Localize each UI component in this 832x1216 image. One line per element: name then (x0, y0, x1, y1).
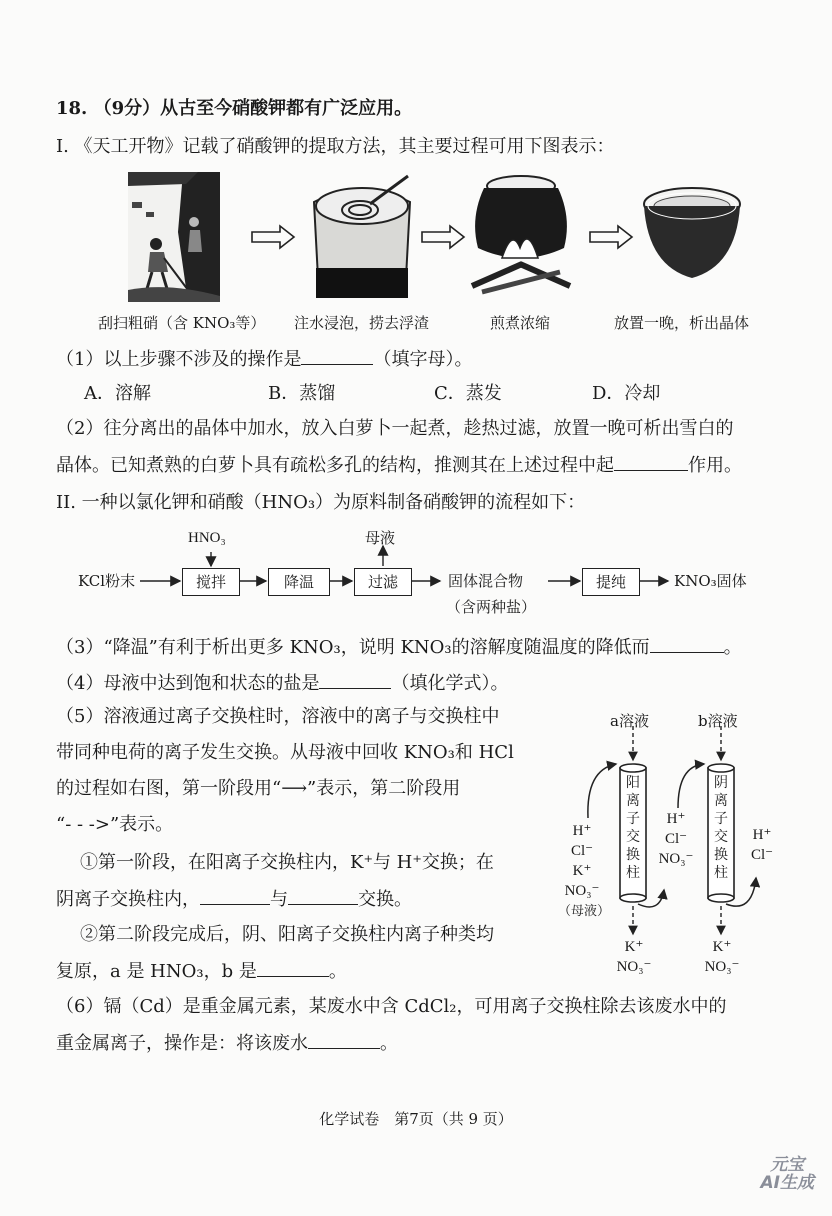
question-header: 18. （9分）从古至今硝酸钾都有广泛应用。 (56, 98, 413, 119)
cation-column-label: 阳离子交换柱 (626, 775, 640, 881)
answer-blank[interactable] (257, 958, 329, 977)
right-ion-2: Cl⁻ (750, 847, 774, 863)
option-d[interactable]: D．冷却 (592, 383, 661, 404)
question-2-line-1: （2）往分离出的晶体中加水，放入白萝卜一起煮，趁热过滤，放置一晚可析出雪白的 (56, 418, 734, 439)
step-caption-4: 放置一晚，析出晶体 (614, 314, 750, 332)
flow-box-filter: 过滤 (354, 568, 412, 596)
right-ion-1: H⁺ (752, 827, 772, 843)
answer-blank[interactable] (614, 452, 688, 471)
page-footer: 化学试卷 第7页（共 9 页） (319, 1110, 513, 1128)
a-solution-label: a溶液 (610, 712, 649, 730)
question-5-line-2: 带同种电荷的离子发生交换。从母液中回收 KNO₃和 HCl (56, 742, 514, 763)
mother-liquor-label: （母液） (557, 904, 610, 919)
arrow-icon (588, 224, 634, 250)
anion-column-label: 阴离子交换柱 (714, 775, 728, 881)
left-ion-1: H⁺ (572, 823, 592, 839)
answer-blank[interactable] (288, 886, 358, 905)
answer-blank[interactable] (200, 886, 270, 905)
question-5-sub2-line-1: ②第二阶段完成后，阴、阳离子交换柱内离子种类均 (80, 924, 494, 945)
question-2-line-2: 晶体。已知煮熟的白萝卜具有疏松多孔的结构，推测其在上述过程中起 作用。 (56, 452, 742, 479)
mid-ion-2: Cl⁻ (664, 831, 688, 847)
bottom-left-ion-2: NO₃⁻ (616, 959, 652, 975)
left-ion-4: NO₃⁻ (564, 883, 600, 899)
soaking-vat-illustration (310, 168, 414, 302)
question-4: （4）母液中达到饱和状态的盐是 （填化学式）。 (56, 670, 508, 697)
flow-box-purify: 提纯 (582, 568, 640, 596)
arrow-icon (420, 224, 466, 250)
arrow-icon (250, 224, 296, 250)
answer-blank[interactable] (301, 346, 373, 365)
boiling-pot-illustration (462, 168, 580, 298)
step-caption-3: 煎煮浓缩 (490, 314, 551, 332)
bottom-left-ion-1: K⁺ (624, 939, 644, 955)
bottom-right-ion-2: NO₃⁻ (704, 959, 740, 975)
mid-ion-3: NO₃⁻ (658, 851, 694, 867)
flow-mixture: 固体混合物 (448, 572, 524, 590)
question-3: （3）“降温”有利于析出更多 KNO₃，说明 KNO₃的溶解度随温度的降低而 。 (56, 634, 742, 661)
option-c[interactable]: C．蒸发 (434, 383, 502, 404)
b-solution-label: b溶液 (698, 712, 738, 730)
flow-end: KNO₃固体 (674, 572, 747, 590)
question-6-line-2: 重金属离子，操作是：将该废水 。 (56, 1030, 398, 1057)
question-5-line-1: （5）溶液通过离子交换柱时，溶液中的离子与交换柱中 (56, 706, 500, 727)
step-caption-1: 刮扫粗硝（含 KNO₃等） (98, 314, 266, 332)
crystal-bowl-illustration (640, 182, 744, 292)
answer-blank[interactable] (650, 634, 724, 653)
step-caption-2: 注水浸泡，捞去浮渣 (294, 314, 430, 332)
part2-intro: II. 一种以氯化钾和硝酸（HNO₃）为原料制备硝酸钾的流程如下： (56, 492, 586, 513)
question-6-line-1: （6）镉（Cd）是重金属元素，某废水中含 CdCl₂，可用离子交换柱除去该废水中的 (56, 996, 727, 1017)
flow-box-cool: 降温 (268, 568, 330, 596)
question-5-line-3: 的过程如右图，第一阶段用“⟶”表示，第二阶段用 (56, 778, 461, 799)
question-5-sub1-line-2: 阴离子交换柱内， 与 交换。 (56, 886, 412, 913)
flow-start: KCl粉末 (78, 572, 136, 590)
watermark-logo: 元宝 AI生成 (760, 1155, 814, 1193)
flow-box-stir: 搅拌 (182, 568, 240, 596)
option-b[interactable]: B．蒸馏 (268, 383, 336, 404)
question-5-line-4: “- - ->”表示。 (56, 814, 174, 835)
scraping-illustration (128, 172, 220, 302)
left-ion-3: K⁺ (572, 863, 592, 879)
mid-ion-1: H⁺ (666, 811, 686, 827)
question-5-sub1-line-1: ①第一阶段，在阳离子交换柱内，K⁺与 H⁺交换；在 (80, 852, 494, 873)
option-a[interactable]: A．溶解 (84, 383, 151, 404)
flow-mother-liquor: 母液 (365, 529, 396, 547)
left-ion-2: Cl⁻ (570, 843, 594, 859)
part1-intro: I. 《天工开物》记载了硝酸钾的提取方法，其主要过程可用下图表示： (56, 136, 615, 157)
bottom-right-ion-1: K⁺ (712, 939, 732, 955)
answer-blank[interactable] (308, 1030, 380, 1049)
question-5-sub2-line-2: 复原，a 是 HNO₃，b 是 。 (56, 958, 347, 985)
question-1: （1）以上步骤不涉及的操作是 （填字母）。 (56, 346, 472, 373)
answer-blank[interactable] (319, 670, 391, 689)
flow-mixture-note: （含两种盐） (446, 598, 537, 616)
flow-hno3-input: HNO₃ (188, 530, 226, 546)
